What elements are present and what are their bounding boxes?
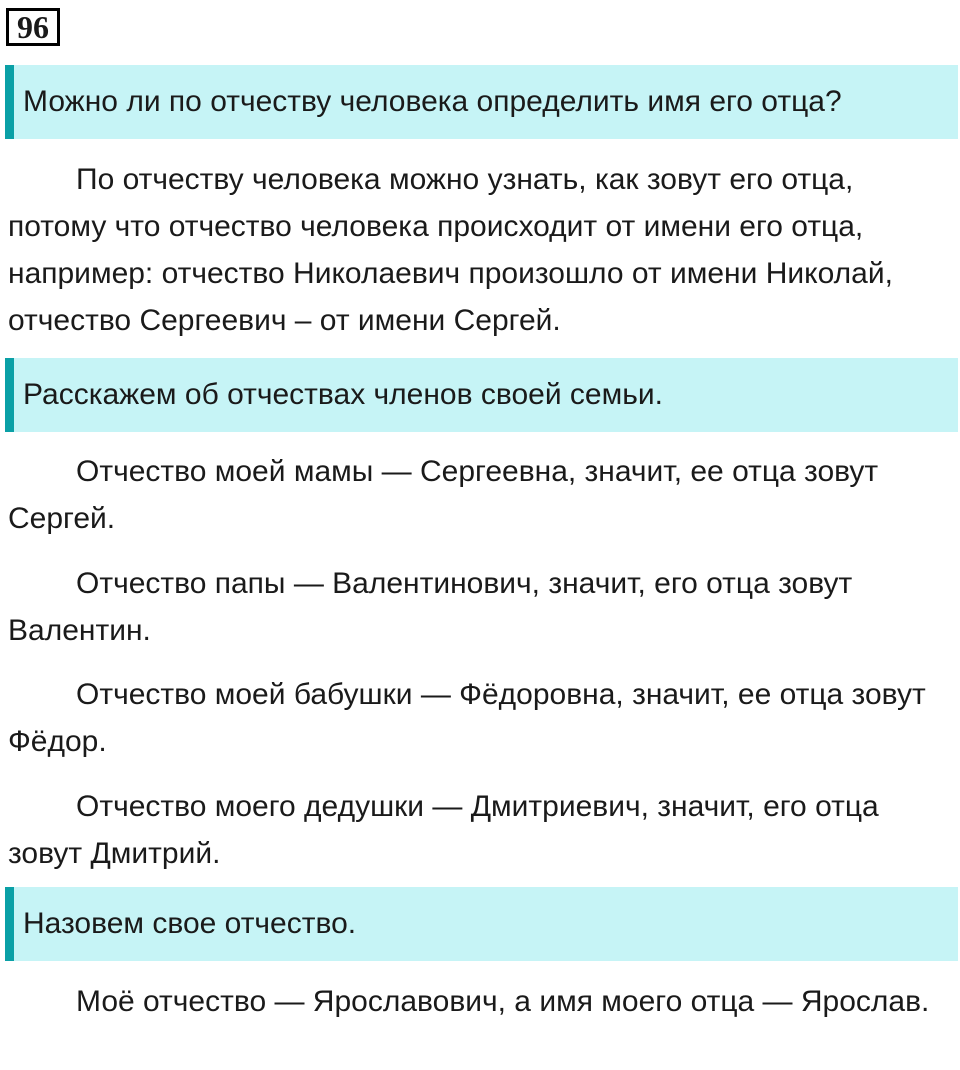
section-2-heading: Расскажем об отчествах членов своей семьи. [5,358,958,432]
section-3-heading: Назовем свое отчество. [5,887,958,961]
section-2-paragraph-3: Отчество моей бабушки — Фёдоровна, значит, ее отца зовут Фёдор. [8,678,926,758]
section-1-heading: Можно ли по отчеству человека определить имя его отца? [5,65,958,139]
section-2-paragraph-4: Отчество моего дедушки — Дмитриевич, значит, его отца зовут Дмитрий. [8,790,879,870]
section-1-paragraph-1: По отчеству человека можно узнать, как зовут его отца, потому что отчество человека происходит от имени его отца, например: отчество Николаевич произошло от имени Николай, отчество Сергеевич – от имени Сергей. [8,163,893,337]
section-2-paragraph-2: Отчество папы — Валентинович, значит, его отца зовут Валентин. [8,567,853,647]
task-number: 96 [6,8,60,46]
section-3-paragraph-1: Моё отчество — Ярославович, а имя моего отца — Ярослав. [76,985,930,1018]
section-2-paragraph-1: Отчество моей мамы — Сергеевна, значит, ее отца зовут Сергей. [8,455,879,535]
